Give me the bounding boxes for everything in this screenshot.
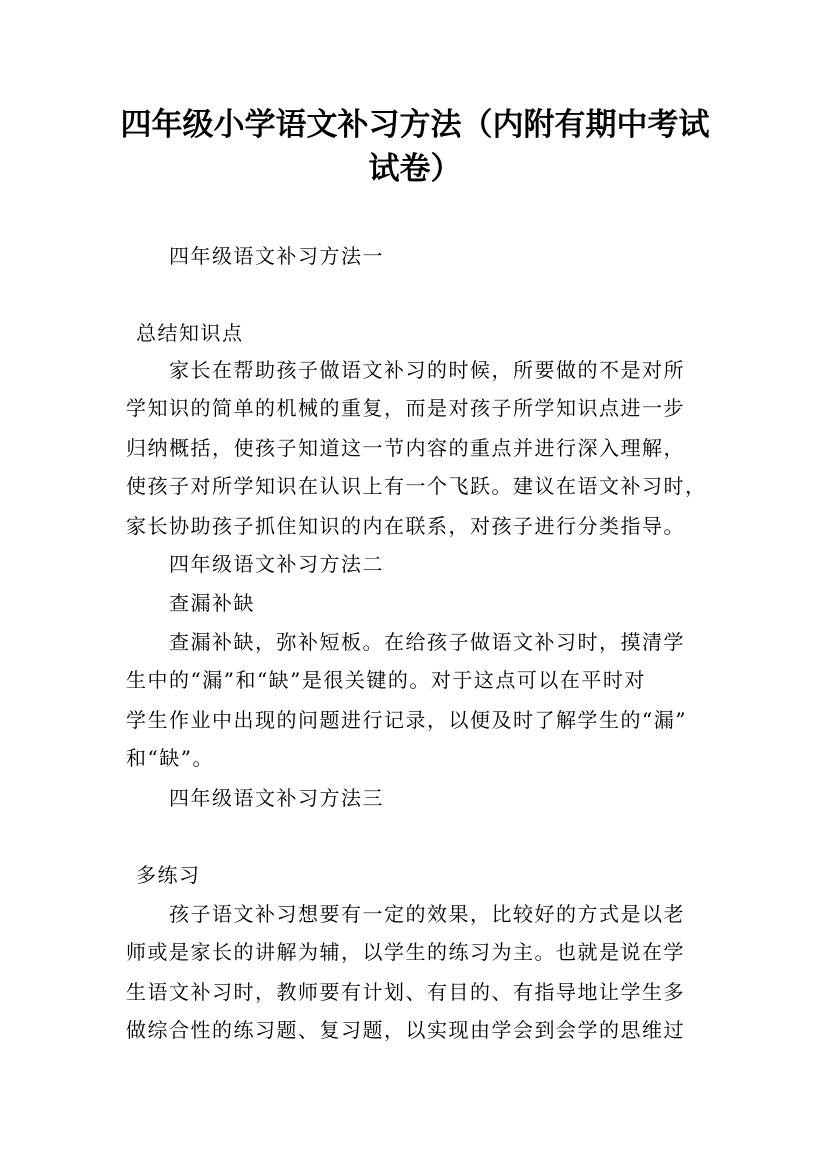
section-3-heading: 四年级语文补习方法三 [169, 786, 384, 810]
section-1-heading: 四年级语文补习方法一 [169, 244, 384, 268]
document-title-line-1: 四年级小学语文补习方法（内附有期中考试 [120, 107, 710, 143]
section-2-subheading: 查漏补缺 [169, 591, 255, 615]
section-2-line-1: 查漏补缺，弥补短板。在给孩子做语文补习时，摸清学 [169, 630, 685, 654]
section-2-heading: 四年级语文补习方法二 [169, 552, 384, 576]
section-3-line-1: 孩子语文补习想要有一定的效果，比较好的方式是以老 [169, 902, 685, 926]
section-1-line-5: 家长协助孩子抓住知识的内在联系，对孩子进行分类指导。 [126, 514, 685, 538]
section-1-line-1: 家长在帮助孩子做语文补习的时候，所要做的不是对所 [169, 358, 685, 382]
section-2-line-3: 学生作业中出现的问题进行记录，以便及时了解学生的“漏” [126, 708, 687, 732]
section-3-subheading: 多练习 [136, 863, 201, 887]
section-1-line-2: 学知识的简单的机械的重复，而是对孩子所学知识点进一步 [126, 396, 685, 420]
section-1-line-3: 归纳概括，使孩子知道这一节内容的重点并进行深入理解， [126, 436, 685, 460]
document-title-line-2: 试卷） [368, 151, 462, 187]
section-3-line-4: 做综合性的练习题、复习题，以实现由学会到会学的思维过 [126, 1018, 685, 1042]
section-2-line-2: 生中的“漏”和“缺”是很关键的。对于这点可以在平时对 [126, 668, 646, 692]
section-3-line-3: 生语文补习时，教师要有计划、有目的、有指导地让学生多 [126, 980, 685, 1004]
section-3-line-2: 师或是家长的讲解为辅，以学生的练习为主。也就是说在学 [126, 940, 685, 964]
section-2-line-4: 和“缺”。 [126, 746, 214, 770]
section-1-subheading: 总结知识点 [136, 321, 244, 345]
section-1-line-4: 使孩子对所学知识在认识上有一个飞跃。建议在语文补习时， [126, 474, 707, 498]
